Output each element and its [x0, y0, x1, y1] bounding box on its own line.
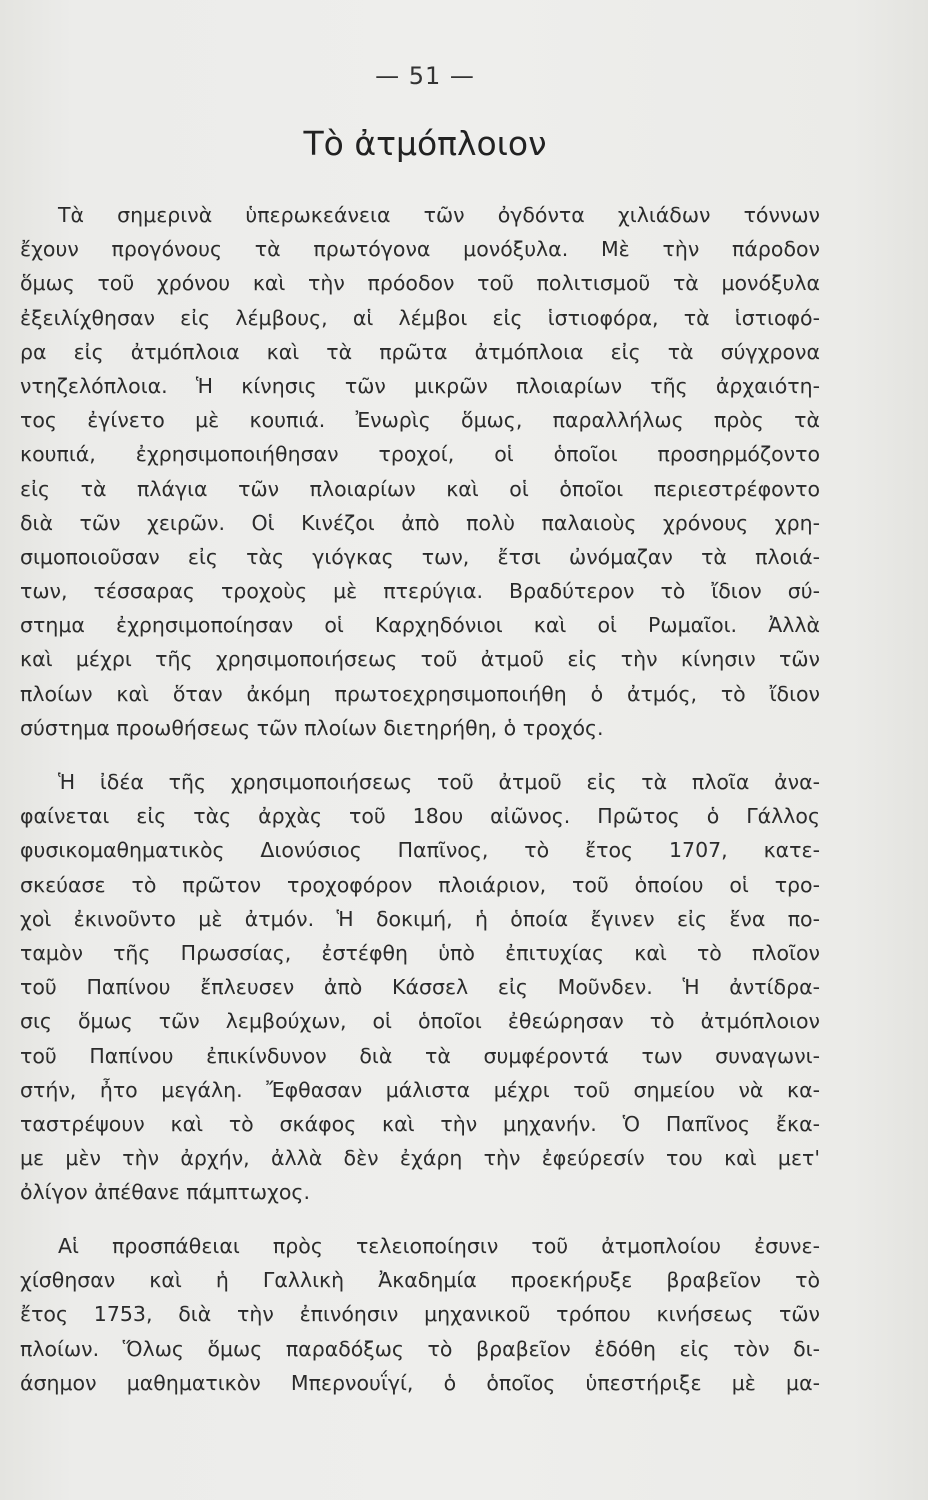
- text-line: τοῦ Παπίνου ἔπλευσεν ἀπὸ Κάσσελ εἰς Μοῦνδεν. Ἡ ἀντίδρα-: [20, 975, 820, 1000]
- text-line: σύστημα προωθήσεως τῶν πλοίων διετηρήθη, ὁ τροχός.: [20, 715, 604, 740]
- text-line: φυσικομαθηματικὸς Διονύσιος Παπῖνος, τὸ ἔτος 1707, κατε-: [20, 838, 820, 863]
- text-line: με μὲν τὴν ἀρχήν, ἀλλὰ δὲν ἐχάρη τὴν ἐφεύρεσίν του καὶ μετ': [20, 1146, 820, 1171]
- text-line: σκεύασε τὸ πρῶτον τροχοφόρον πλοιάριον, τοῦ ὁποίου οἱ τρο-: [20, 872, 820, 897]
- page-number: — 51 —: [375, 62, 475, 90]
- text-line: ταστρέψουν καὶ τὸ σκάφος καὶ τὴν μηχανήν. Ὁ Παπῖνος ἔκα-: [20, 1111, 820, 1136]
- text-line: ἔτος 1753, διὰ τὴν ἐπινόησιν μηχανικοῦ τρόπου κινήσεως τῶν: [20, 1302, 820, 1327]
- text-line: κουπιά, ἐχρησιμοποιήθησαν τροχοί, οἱ ὁποῖοι προσηρμόζοντο: [20, 442, 820, 467]
- text-line: καὶ μέχρι τῆς χρησιμοποιήσεως τοῦ ἀτμοῦ εἰς τὴν κίνησιν τῶν: [20, 647, 820, 672]
- text-line: πλοίων. Ὅλως ὅμως παραδόξως τὸ βραβεῖον ἐδόθη εἰς τὸν δι-: [20, 1336, 820, 1361]
- text-line: σις ὅμως τῶν λεμβούχων, οἱ ὁποῖοι ἐθεώρησαν τὸ ἀτμόπλοιον: [20, 1009, 820, 1034]
- text-line: σιμοποιοῦσαν εἰς τὰς γιόγκας των, ἔτσι ὠνόμαζαν τὰ πλοιά-: [20, 544, 820, 569]
- text-line: διὰ τῶν χειρῶν. Οἱ Κινέζοι ἀπὸ πολὺ παλαιοὺς χρόνους χρη-: [20, 510, 820, 535]
- text-line: ντηζελόπλοια. Ἡ κίνησις τῶν μικρῶν πλοιαρίων τῆς ἀρχαιότη-: [20, 373, 820, 398]
- text-line: φαίνεται εἰς τὰς ἀρχὰς τοῦ 18ου αἰῶνος. Πρῶτος ὁ Γάλλος: [20, 804, 820, 829]
- text-line: ἐξειλίχθησαν εἰς λέμβους, αἱ λέμβοι εἰς ἱστιοφόρα, τὰ ἱστιοφό-: [20, 305, 820, 330]
- text-line: τος ἐγίνετο μὲ κουπιά. Ἐνωρὶς ὅμως, παραλλήλως πρὸς τὰ: [20, 408, 820, 433]
- text-line: ταμὸν τῆς Πρωσσίας, ἐστέφθη ὑπὸ ἐπιτυχίας καὶ τὸ πλοῖον: [20, 940, 820, 965]
- text-line: εἰς τὰ πλάγια τῶν πλοιαρίων καὶ οἱ ὁποῖοι περιεστρέφοντο: [20, 476, 820, 501]
- chapter-title: Τὸ ἀτμόπλοιον: [303, 124, 547, 163]
- text-line: ὀλίγον ἀπέθανε πάμπτωχος.: [20, 1180, 310, 1205]
- paragraph-1: [20, 198, 820, 745]
- text-line: στήν, ἦτο μεγάλη. Ἔφθασαν μάλιστα μέχρι τοῦ σημείου νὰ κα-: [20, 1077, 820, 1102]
- text-line: των, τέσσαρας τροχοὺς μὲ πτερύγια. Βραδύτερον τὸ ἴδιον σύ-: [20, 579, 820, 604]
- text-line: πλοίων καὶ ὅταν ἀκόμη πρωτοεχρησιμοποιήθη ὁ ἀτμός, τὸ ἴδιον: [20, 681, 820, 706]
- text-line: χίσθησαν καὶ ἡ Γαλλικὴ Ἀκαδημία προεκήρυξε βραβεῖον τὸ: [20, 1268, 820, 1293]
- text-line: ἔχουν προγόνους τὰ πρωτόγονα μονόξυλα. Μὲ τὴν πάροδον: [20, 237, 820, 262]
- text-line: Ἡ ἰδέα τῆς χρησιμοποιήσεως τοῦ ἀτμοῦ εἰς τὰ πλοῖα ἀνα-: [58, 770, 820, 794]
- text-line: χοὶ ἐκινοῦντο μὲ ἀτμόν. Ἡ δοκιμή, ἡ ὁποία ἔγινεν εἰς ἕνα πο-: [20, 906, 820, 931]
- text-line: άσημον μαθηματικὸν Μπερνουΐγί, ὁ ὁποῖος ὑπεστήριξε μὲ μα-: [20, 1370, 820, 1395]
- paragraph-3: [20, 1229, 820, 1400]
- text-line: ρα εἰς ἀτμόπλοια καὶ τὰ πρῶτα ἀτμόπλοια εἰς τὰ σύγχρονα: [20, 339, 820, 364]
- paragraph-2: [20, 765, 820, 1209]
- text-line: Αἱ προσπάθειαι πρὸς τελειοποίησιν τοῦ ἀτμοπλοίου ἐσυνε-: [58, 1234, 820, 1258]
- text-line: στημα ἐχρησιμοποίησαν οἱ Καρχηδόνιοι καὶ οἱ Ρωμαῖοι. Ἀλλὰ: [20, 613, 820, 638]
- text-line: Τὰ σημερινὰ ὑπερωκεάνεια τῶν ὀγδόντα χιλιάδων τόννων: [58, 203, 820, 227]
- text-line: τοῦ Παπίνου ἐπικίνδυνον διὰ τὰ συμφέροντά των συναγωνι-: [20, 1043, 820, 1068]
- text-line: ὅμως τοῦ χρόνου καὶ τὴν πρόοδον τοῦ πολιτισμοῦ τὰ μονόξυλα: [20, 271, 820, 296]
